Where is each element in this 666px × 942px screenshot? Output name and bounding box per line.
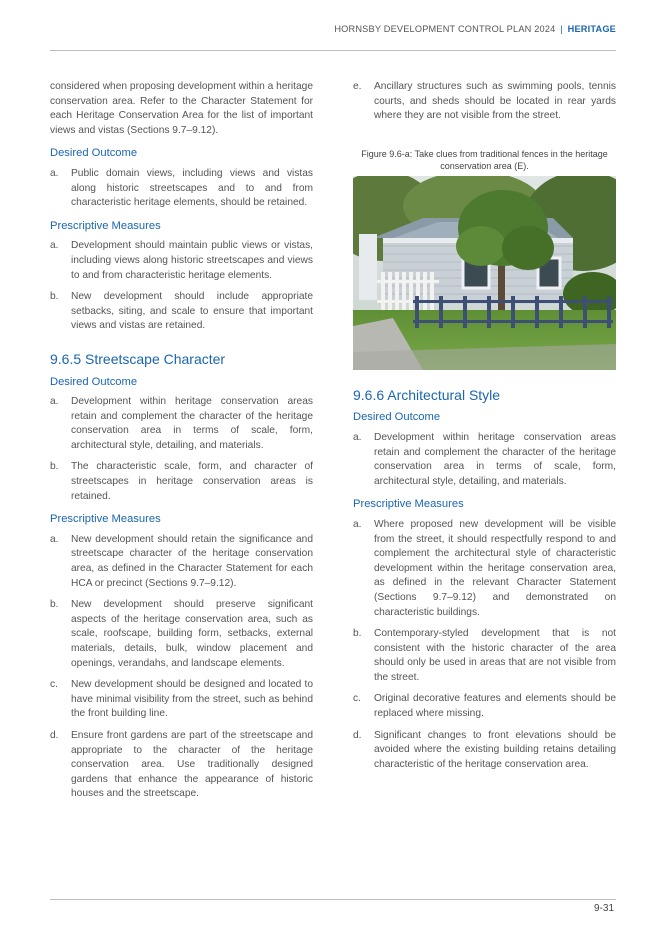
section-heading-9-6-6: 9.6.6 Architectural Style (353, 386, 501, 403)
item-text: New development should retain the significance and streetscape character of the heritage conservation area, as defined in the Character Statement for each HCA or precinct (Sections 9.7–9.12). (71, 533, 313, 589)
item-text: Ancillary structures such as swimming pools, tennis courts, and sheds should be located in rear yards where they are not visible from the street. (374, 81, 616, 122)
item-label: a. (50, 167, 59, 179)
item-label: d. (353, 729, 362, 741)
item-text: Development within heritage conservation areas retain and complement the character of the heritage conservation area in terms of scale, form, architectural style, detailing, and materials. (71, 396, 313, 451)
item-label: a. (50, 533, 59, 545)
item-text: Ensure front gardens are part of the streetscape and appropriate to the character of the heritage conservation area. Use traditionally designed gardens that enhance the appearance of historic houses and the streetscape. (71, 729, 313, 800)
footer-rule (50, 899, 616, 900)
item-label: b. (353, 628, 362, 640)
item-text: Significant changes to front elevations should be avoided where the existing building retains detailing characteristic of the heritage conservation area. (374, 729, 616, 770)
list-item (50, 678, 313, 722)
item-text: Public domain views, including views and vistas along historic streetscapes and to and from characteristic heritage elements, should be retained. (71, 167, 313, 209)
list-item (50, 395, 313, 453)
item-text: Original decorative features and elements should be replaced where missing. (374, 693, 616, 720)
desired-outcome-list (353, 431, 616, 489)
heritage-house-photo (353, 176, 616, 370)
list-item (50, 460, 313, 504)
list-item (353, 518, 616, 620)
left-column (50, 80, 313, 809)
item-label: a. (50, 240, 59, 252)
list-item (353, 80, 616, 124)
item-label: b. (50, 291, 59, 303)
prescriptive-measures-heading: Prescriptive Measures (50, 219, 161, 232)
desired-outcome-heading: Desired Outcome (50, 375, 138, 388)
prescriptive-measures-list-continued (353, 80, 616, 124)
list-item (353, 431, 616, 489)
item-label: b. (50, 461, 59, 473)
prescriptive-measures-heading: Prescriptive Measures (50, 513, 161, 526)
desired-outcome-list (50, 167, 313, 211)
item-text: New development should preserve significant aspects of the heritage conservation area, such as scale, roofscape, building form, setbacks, external materials, details, bulk, window placement and openings, verandahs, and landscape elements. (71, 599, 313, 669)
prescriptive-measures-list (50, 533, 313, 802)
item-label: a. (353, 431, 362, 443)
item-label: b. (50, 599, 59, 611)
list-item (50, 290, 313, 334)
desired-outcome-heading: Desired Outcome (353, 411, 441, 424)
right-column (353, 80, 616, 779)
desired-outcome-list (50, 395, 313, 504)
intro-paragraph: considered when proposing development within a heritage conservation area. Refer to the Character Statement for each Heritage Conservation Area for the list of important views and vistas (Sections 9.7–9.12). (50, 81, 313, 136)
section-heading-9-6-5: 9.6.5 Streetscape Character (50, 350, 226, 367)
item-label: a. (353, 518, 362, 530)
item-label: a. (50, 396, 59, 408)
document-title: HORNSBY DEVELOPMENT CONTROL PLAN 2024 (334, 24, 556, 34)
section-name: HERITAGE (567, 24, 616, 34)
prescriptive-measures-heading: Prescriptive Measures (353, 498, 464, 511)
item-label: c. (353, 693, 361, 705)
list-item (50, 729, 313, 802)
item-text: Where proposed new development will be visible from the street, it should respectfully respond to and complement the architectural style of characteristic development within the heritage conservation area, as defined in the relevant Character Statement (Sections 9.7–9.12) and demonstrated on characteristic buildings. (374, 518, 616, 618)
item-text: New development should be designed and located to have minimal visibility from the street, such as behind the front building line. (71, 679, 313, 720)
prescriptive-measures-list (353, 518, 616, 773)
item-text: Development within heritage conservation areas retain and complement the character of the heritage conservation area in terms of scale, form, architectural style, detailing, and materials. (374, 431, 616, 487)
item-label: c. (50, 679, 58, 691)
running-header (334, 24, 616, 34)
desired-outcome-heading: Desired Outcome (50, 147, 138, 160)
list-item (50, 598, 313, 671)
header-rule (50, 50, 616, 51)
list-item (50, 167, 313, 211)
item-text: Development should maintain public views or vistas, including views along historic streetscapes and views to and from characteristic heritage elements. (71, 240, 313, 281)
item-text: Contemporary-styled development that is not consistent with the historic character of the area should only be used in areas that are not visible from the street. (374, 628, 616, 683)
header-separator: | (560, 24, 563, 34)
list-item (353, 692, 616, 721)
list-item (353, 627, 616, 685)
prescriptive-measures-list (50, 239, 313, 334)
page-number: 9-31 (593, 903, 614, 914)
list-item (353, 729, 616, 773)
figure-caption: Figure 9.6-a: Take clues from traditional fences in the heritage conservation area (E). (361, 148, 608, 171)
item-label: d. (50, 729, 59, 741)
item-text: The characteristic scale, form, and character of streetscapes in heritage conservation areas is retained. (71, 461, 313, 502)
list-item (50, 533, 313, 591)
item-text: New development should include appropriate setbacks, siting, and scale to ensure that important views and vistas are retained. (71, 291, 313, 332)
list-item (50, 239, 313, 283)
item-label: e. (353, 81, 362, 92)
